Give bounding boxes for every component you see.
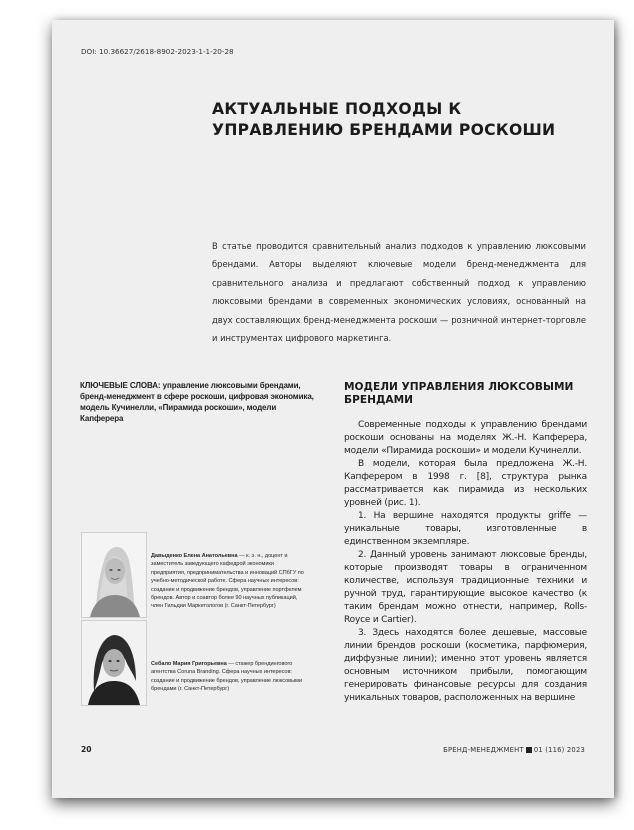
journal-footer bbox=[443, 746, 585, 754]
journal-issue: 01 (116) 2023 bbox=[533, 746, 585, 754]
paragraph: Современные подходы к управлению брендами роскоши основаны на моделях Ж.-Н. Капферера, модели «Пирамида роскоши» и модели Кучинелли. bbox=[344, 420, 587, 456]
author-name-1: Давыденко Елена Анатольевна bbox=[151, 553, 238, 559]
author-description-1: — к. э. н., доцент и заместитель заведующего кафедрой экономики предприятия, предпринимательства и инноваций СПбГУ по учебно-методической работе. Сфера научных интересов: создание и продвижение брендов, управление портфелем брендов. Автор и соавтор более 90 научных публикаций, член Гильдии Маркетологов (г. Санкт-Петербург) bbox=[151, 553, 304, 610]
journal-page bbox=[52, 20, 614, 798]
article-title: АКТУАЛЬНЫЕ ПОДХОДЫ К УПРАВЛЕНИЮ БРЕНДАМИ РОСКОШИ bbox=[212, 100, 556, 139]
keywords-block: КЛЮЧЕВЫЕ СЛОВА: управление люксовыми брендами, бренд-менеджмент в сфере роскоши, цифровая экономика, модель Кучинелли, «Пирамида роскоши», модели Капферера bbox=[80, 381, 314, 423]
author-card-2 bbox=[81, 620, 311, 710]
author-bio-2 bbox=[151, 660, 305, 694]
paragraph: 3. Здесь находятся более дешевые, массовые линии брендов роскоши (косметика, парфюмерия, диффузные линии); именно этот уровень является основным источником прибыли, помогающим генерировать финансовые ресурсы для создания уникальных товаров, расположенных на вершине bbox=[344, 628, 587, 703]
author-photo-2 bbox=[81, 620, 147, 706]
paragraph: 2. Данный уровень занимают люксовые бренды, которые производят товары в ограниченном количестве, используя традиционные техники и ручной труд, гарантирующие высокое качество (к таким брендам можно отнести, например, Rolls-Royce и Cartier). bbox=[344, 550, 587, 625]
section-title: МОДЕЛИ УПРАВЛЕНИЯ ЛЮКСОВЫМИ БРЕНДАМИ bbox=[344, 381, 574, 406]
body-text bbox=[344, 419, 587, 705]
author-name-2: Себало Мария Григорьевна bbox=[151, 661, 227, 667]
author-card-1 bbox=[81, 532, 311, 622]
article-abstract: В статье проводится сравнительный анализ подходов к управлению люксовыми брендами. Авторы выделяют ключевые модели бренд-менеджмента для сравнительного анализа и предлагают собственный подход к управлению люксовыми брендами в современных экономических условиях, основанный на двух составляющих бренд-менеджмента роскоши — розничной интернет-торговле и инструментах цифрового маркетинга. bbox=[212, 241, 586, 344]
square-separator-icon bbox=[526, 747, 532, 753]
doi-line: DOI: 10.36627/2618-8902-2023-1-1-20-28 bbox=[81, 47, 234, 56]
journal-name: БРЕНД-МЕНЕДЖМЕНТ bbox=[443, 746, 524, 754]
author-photo-1 bbox=[81, 532, 147, 618]
author-description-2: — стажер брендингового агентства Coruna Branding. Сфера научных интересов: создание и продвижение брендов, управление люксовыми брендами (г. Санкт-Петербург) bbox=[151, 661, 302, 693]
paragraph: 1. На вершине находятся продукты griffe — уникальные товары, изготовленные в единственном экземпляре. bbox=[344, 511, 587, 547]
page-number: 20 bbox=[81, 745, 92, 754]
author-bio-1 bbox=[151, 552, 305, 611]
paragraph: В модели, которая была предложена Ж.-Н. Капферером в 1998 г. [8], структура рынка рассматривается как пирамида из нескольких уровней (рис. 1). bbox=[344, 459, 587, 508]
